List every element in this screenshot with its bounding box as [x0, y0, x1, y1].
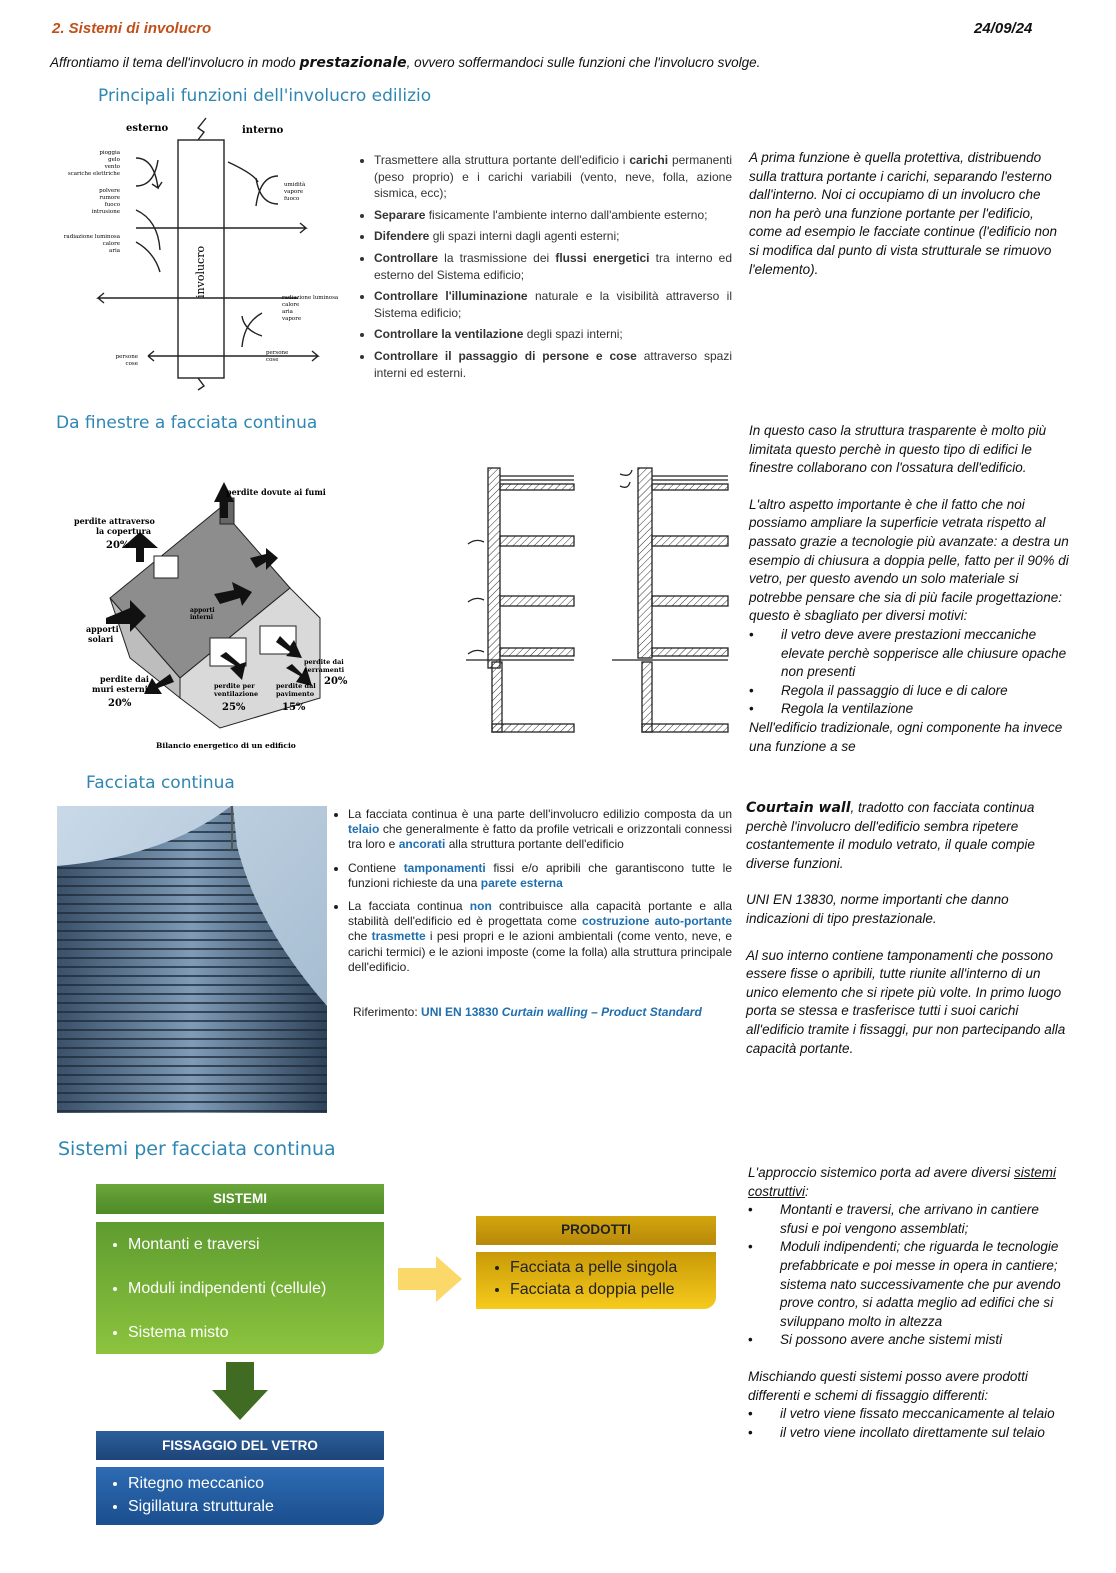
list-item: • Contiene tamponamenti fissi e/o apribili che garantiscono tutte le funzioni richieste da una parete esterna	[348, 861, 732, 891]
diagram-label: vento	[104, 164, 120, 170]
house-label: serramenti	[304, 666, 345, 674]
note-bold: Courtain wall	[746, 800, 851, 816]
diagram-label: calore	[102, 241, 120, 247]
house-caption: Bilancio energetico di un edificio	[156, 741, 296, 750]
sistemi-header: SISTEMI	[212, 1191, 267, 1206]
diagram-label: radiazione luminosa	[282, 295, 339, 301]
house-label: perdite dai	[304, 658, 344, 666]
facciata-bullets	[334, 807, 732, 980]
diagram-label: cose	[266, 357, 279, 363]
house-label: solari	[88, 634, 114, 644]
right-arrow-icon	[398, 1256, 464, 1302]
note-paragraph: Nell'edificio tradizionale, ogni componente ha invece una funzione a se	[749, 719, 1063, 754]
note-paragraph: L'approccio sistemico porta ad avere diversi	[748, 1165, 1014, 1180]
list-item: • Controllare il passaggio di persone e cose attraverso spazi interni ed esterni.	[374, 348, 732, 381]
note-paragraph: In questo caso la struttura trasparente è molto più limitata questo perchè in questo tipo di edifici le finestre collaborano con l'ossatura dell'edificio.	[749, 423, 1047, 476]
diagram-label: fuoco	[284, 196, 300, 202]
list-item: • Si possono avere anche sistemi misti	[780, 1331, 1068, 1350]
note-paragraph: :	[805, 1183, 809, 1199]
diagram-label-involucro: involucro	[194, 245, 207, 298]
diagram-label: gelo	[108, 157, 120, 163]
reference-line: Riferimento: UNI EN 13830 Curtain walling – Product Standard	[353, 1005, 702, 1019]
house-label: 20%	[106, 540, 130, 551]
house-label: pavimento	[276, 690, 315, 698]
section-title-facciata: Facciata continua	[86, 773, 235, 793]
diagram-label: radiazione luminosa	[63, 234, 120, 240]
diagram-label: scariche elettriche	[67, 171, 120, 177]
note-paragraph: L'altro aspetto importante è che il fatto che noi possiamo ampliare la superficie vetrata rispetto al passato grazie a tecnologie più avanzate: a destra un esempio di chiusura a doppia pelle, fatto per il 90% di vetro, per questo avendo un solo materiale si potrebbe pensare che sia di più facile progettazione: questo è sbagliato per diversi motivi:	[749, 496, 1069, 624]
diagram-label: aria	[282, 309, 293, 315]
diagram-label: rumore	[99, 195, 120, 201]
diagram-label: aria	[109, 248, 120, 254]
note-paragraph: , tradotto con facciata continua perchè l'involucro dell'edificio sembra ripetere costantemente il modulo vetrato, il quale compie diverse funzioni.	[746, 800, 1035, 871]
note-underlined: sistemi costruttivi	[748, 1165, 1056, 1199]
diagram-label-interno: interno	[242, 125, 284, 136]
list-item: • Montanti e traversi, che arrivano in cantiere sfusi e poi vengono assemblati;	[780, 1201, 1068, 1238]
list-item: • Moduli indipendenti; che riguarda le tecnologie prefabbricate e poi messe in opera in cantiere; sistema nato successivamente che pur avendo prove contro, si adatta meglio ad edifici che si sviluppano molto in altezza	[780, 1238, 1068, 1331]
list-item: • il vetro viene incollato direttamente sul telaio	[780, 1424, 1068, 1443]
list-item: • Trasmettere alla struttura portante dell'edificio i carichi permanenti (peso proprio) e i carichi variabili (vento, neve, folla, azione sismica, ecc);	[374, 152, 732, 202]
list-item: • Facciata a pelle singola	[510, 1257, 716, 1279]
house-label: 20%	[324, 676, 348, 687]
list-item: • Moduli indipendenti (cellule)	[128, 1278, 384, 1300]
curtain-wall-tower-photo	[57, 806, 327, 1113]
note-finestre	[749, 422, 1071, 756]
prodotti-box	[476, 1252, 716, 1309]
house-label: perdite dal	[276, 682, 316, 690]
list-item: • Regola il passaggio di luce e di calore	[781, 682, 1071, 701]
list-item: • La facciata continua non contribuisce alla capacità portante e alla stabilità dell'edificio ed è progettata come costruzione auto-portante che trasmette i pesi propri e le azioni ambientali (come vento, neve, e carichi termici) e le azioni imposte (come la folla) alla struttura principale dell'edificio.	[348, 899, 732, 975]
house-label: 15%	[282, 702, 306, 713]
note-sistemi	[748, 1164, 1068, 1442]
envelope-function-diagram	[58, 118, 339, 386]
list-item: • Ritegno meccanico	[128, 1472, 384, 1495]
down-arrow-icon	[210, 1362, 270, 1422]
list-item: • La facciata continua è una parte dell'involucro edilizio composta da un telaio che generalmente è fatto da profile vetricali e orizzontali connessi tra loro e ancorati alla struttura portante dell'edificio	[348, 807, 732, 853]
list-item: • Sistema misto	[128, 1322, 384, 1344]
house-label: perdite dai	[100, 674, 149, 684]
list-item: • Regola la ventilazione	[781, 700, 1071, 719]
list-item: • Controllare l'illuminazione naturale e la visibilità attraverso il Sistema edificio;	[374, 288, 732, 321]
prodotti-header: PRODOTTI	[561, 1222, 631, 1237]
section-title-sistemi: Sistemi per facciata continua	[58, 1138, 336, 1160]
fissaggio-header: FISSAGGIO DEL VETRO	[162, 1438, 318, 1453]
functions-list	[354, 152, 732, 386]
sistemi-box	[96, 1222, 384, 1354]
list-item: • Difendere gli spazi interni dagli agenti esterni;	[374, 228, 732, 245]
list-item: • Controllare la trasmissione dei flussi energetici tra interno ed esterno del Sistema edificio;	[374, 250, 732, 283]
diagram-label: persone	[266, 350, 289, 356]
house-label: apporti	[190, 607, 215, 614]
house-label: interni	[190, 614, 214, 621]
house-label: la copertura	[96, 526, 152, 536]
fissaggio-box	[96, 1467, 384, 1525]
list-item: • Controllare la ventilazione degli spazi interni;	[374, 326, 732, 343]
list-item: • Facciata a doppia pelle	[510, 1279, 716, 1301]
diagram-label: polvere	[99, 188, 120, 194]
diagram-label: vapore	[284, 189, 304, 195]
section-title-funzioni: Principali funzioni dell'involucro edilizio	[98, 86, 432, 106]
house-label: apporti	[86, 624, 119, 634]
note-funzioni: A prima funzione è quella protettiva, distribuendo sulla trattura portante i carichi, separando l'esterno dall'interno. Noi ci occupiamo di un involucro che non ha però una funzione portante per l'edificio, come ad esempio le facciate continue (l'edificio non si modifica dal punto di vista strutturale se rimuovo l'elemento).	[749, 150, 1058, 277]
list-item: • Sigillatura strutturale	[128, 1495, 384, 1518]
facade-section-drawing	[462, 462, 738, 740]
list-item: • il vetro deve avere prestazioni meccaniche elevate perchè sopperisce alle chiusure opache non presenti	[781, 626, 1071, 682]
diagram-label: pioggia	[99, 150, 120, 156]
diagram-label: persone	[115, 354, 138, 360]
intro-text: Affrontiamo il tema dell'involucro in modo prestazionale, ovvero soffermandoci sulle funzioni che l'involucro svolge.	[50, 55, 761, 71]
diagram-label: umidità	[284, 182, 306, 188]
house-label: perdite per	[214, 682, 255, 690]
diagram-label: vapore	[282, 316, 302, 322]
house-energy-balance-diagram	[70, 478, 360, 756]
document-title: 2. Sistemi di involucro	[52, 20, 212, 37]
house-label: 25%	[222, 702, 246, 713]
note-paragraph: UNI EN 13830, norme importanti che danno indicazioni di tipo prestazionale.	[746, 892, 1009, 926]
house-label: ventilazione	[214, 690, 259, 698]
diagram-label: cose	[125, 361, 138, 367]
diagram-label-esterno: esterno	[126, 123, 169, 134]
house-label: perdite dovute ai fumi	[226, 487, 326, 497]
note-facciata	[746, 799, 1066, 1076]
house-label: perdite attraverso	[74, 516, 155, 526]
diagram-label: calore	[282, 302, 300, 308]
house-label: 20%	[108, 698, 132, 709]
list-item: • Separare fisicamente l'ambiente interno dall'ambiente esterno;	[374, 207, 732, 224]
diagram-label: fuoco	[104, 202, 120, 208]
diagram-label: intrusione	[91, 209, 120, 215]
list-item: • il vetro viene fissato meccanicamente al telaio	[780, 1405, 1068, 1424]
house-label: muri esterni	[92, 684, 148, 694]
section-title-finestre: Da finestre a facciata continua	[56, 413, 318, 433]
note-paragraph: Al suo interno contiene tamponamenti che possono essere fisse o apribili, tutte riunite all'interno di un unico elemento che si ripete più volte. In primo luogo porta se stessa e trasferisce tutti i suoi carichi all'edificio tramite i fissaggi, pur non partecipando alla capacità portante.	[746, 947, 1066, 1056]
document-date: 24/09/24	[974, 20, 1033, 37]
list-item: • Montanti e traversi	[128, 1234, 384, 1256]
note-paragraph: Mischiando questi sistemi posso avere prodotti differenti e schemi di fissaggio differenti:	[748, 1368, 1028, 1403]
